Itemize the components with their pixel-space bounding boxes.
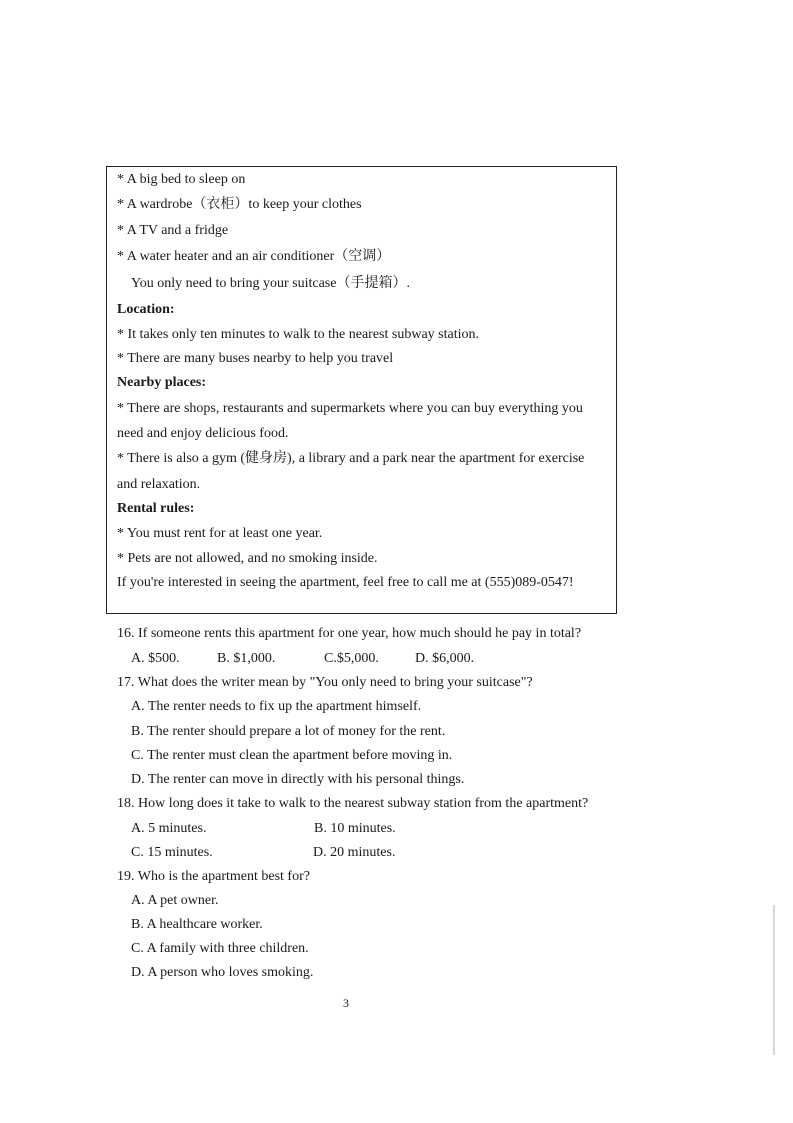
ad-line-buses: * There are many buses nearby to help you travel	[117, 351, 394, 366]
question-17-option-c: C. The renter must clean the apartment before moving in.	[131, 748, 453, 763]
ad-line-relaxation: and relaxation.	[117, 477, 201, 492]
question-19-option-d: D. A person who loves smoking.	[131, 965, 314, 980]
ad-line-heater: * A water heater and an air conditioner（空调）	[117, 249, 391, 264]
ad-line-tv: * A TV and a fridge	[117, 223, 229, 238]
question-18-stem: 18. How long does it take to walk to the nearest subway station from the apartment?	[117, 796, 589, 811]
question-18-option-b: B. 10 minutes.	[314, 821, 396, 836]
ad-heading-location: Location:	[117, 302, 175, 317]
ad-line-bed: * A big bed to sleep on	[117, 172, 246, 187]
ad-heading-rules: Rental rules:	[117, 501, 195, 516]
question-18-option-a: A. 5 minutes.	[131, 821, 207, 836]
ad-heading-nearby: Nearby places:	[117, 375, 207, 390]
question-19-option-b: B. A healthcare worker.	[131, 917, 263, 932]
page-number: 3	[343, 996, 349, 1010]
ad-line-pets: * Pets are not allowed, and no smoking inside.	[117, 551, 378, 566]
ad-line-gym: * There is also a gym (健身房), a library and a park near the apartment for exercise	[117, 451, 585, 466]
question-16-option-c: C.$5,000.	[324, 651, 379, 666]
ad-line-shops: * There are shops, restaurants and supermarkets where you can buy everything you	[117, 401, 583, 416]
question-19-option-c: C. A family with three children.	[131, 941, 309, 956]
ad-line-wardrobe: * A wardrobe（衣柜）to keep your clothes	[117, 197, 362, 212]
apartment-ad-box	[106, 166, 617, 614]
ad-line-rent-term: * You must rent for at least one year.	[117, 526, 323, 541]
question-18-option-d: D. 20 minutes.	[313, 845, 396, 860]
question-17-stem: 17. What does the writer mean by "You only need to bring your suitcase"?	[117, 675, 533, 690]
ad-line-contact: If you're interested in seeing the apartment, feel free to call me at (555)089-0547!	[117, 575, 574, 590]
question-18-option-c: C. 15 minutes.	[131, 845, 213, 860]
ad-line-subway: * It takes only ten minutes to walk to the nearest subway station.	[117, 327, 479, 342]
scan-edge-mark	[773, 905, 775, 1055]
question-16-option-d: D. $6,000.	[415, 651, 475, 666]
question-17-option-b: B. The renter should prepare a lot of money for the rent.	[131, 724, 446, 739]
question-19-option-a: A. A pet owner.	[131, 893, 219, 908]
question-16-option-a: A. $500.	[131, 651, 180, 666]
question-16-option-b: B. $1,000.	[217, 651, 276, 666]
question-17-option-a: A. The renter needs to fix up the apartment himself.	[131, 699, 422, 714]
ad-line-food: need and enjoy delicious food.	[117, 426, 289, 441]
question-16-stem: 16. If someone rents this apartment for one year, how much should he pay in total?	[117, 626, 582, 641]
question-17-option-d: D. The renter can move in directly with his personal things.	[131, 772, 465, 787]
ad-line-suitcase: You only need to bring your suitcase（手提箱）.	[131, 276, 410, 291]
question-19-stem: 19. Who is the apartment best for?	[117, 869, 310, 884]
